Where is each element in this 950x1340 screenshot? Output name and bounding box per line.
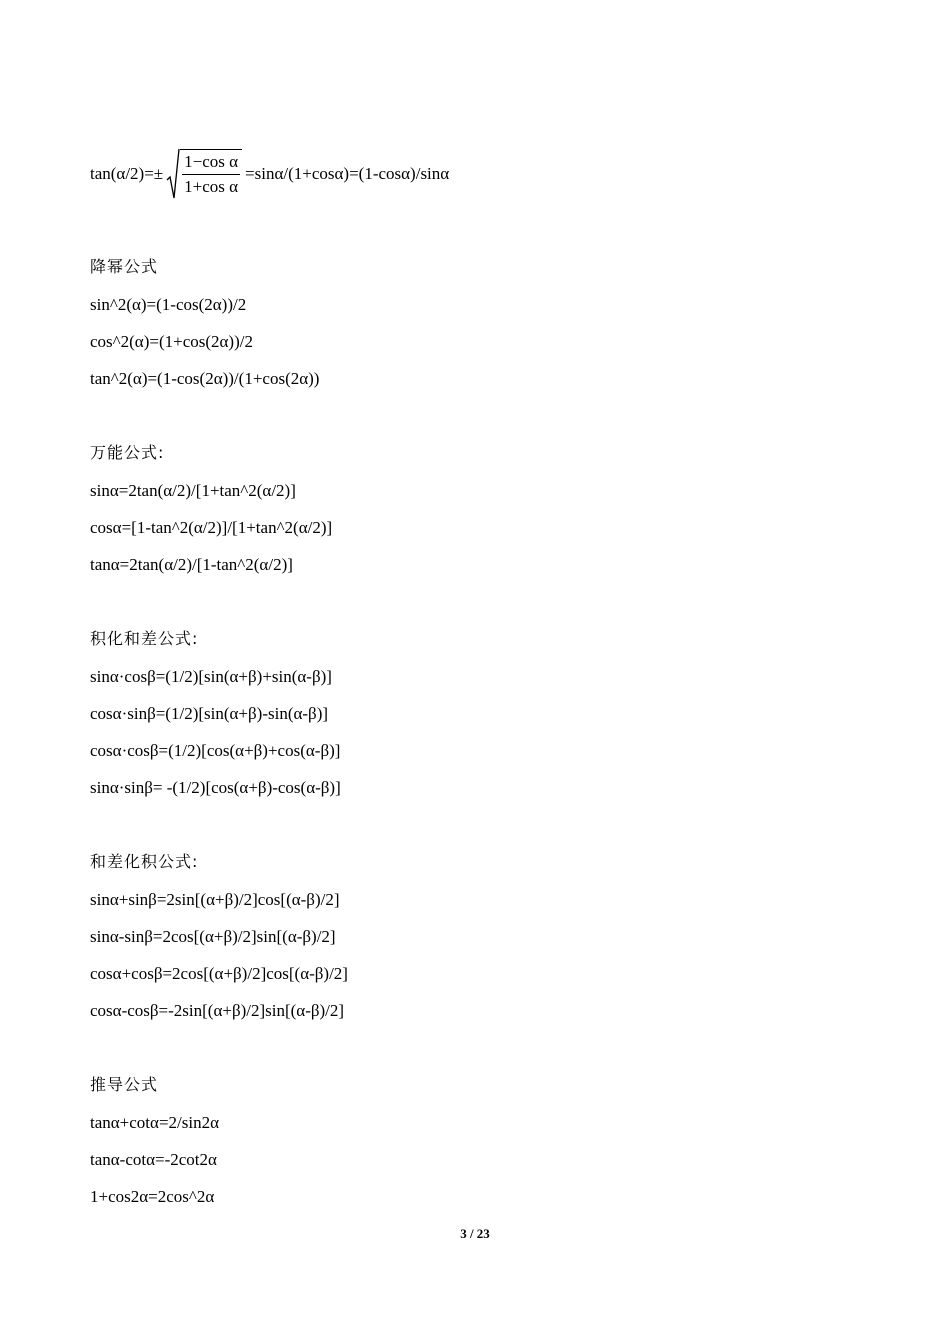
formula-line: cosα+cosβ=2cos[(α+β)/2]cos[(α-β)/2] bbox=[90, 964, 348, 983]
section-heading: 和差化积公式: bbox=[90, 852, 199, 871]
fraction bbox=[180, 149, 242, 199]
formula-line: tan^2(α)=(1-cos(2α))/(1+cos(2α)) bbox=[90, 369, 320, 388]
formula-line: tanα-cotα=-2cot2α bbox=[90, 1150, 217, 1169]
formula-prefix: tan(α/2)=± bbox=[90, 164, 164, 183]
section-heading: 积化和差公式: bbox=[90, 629, 199, 648]
formula-line: 1+cos2α=2cos^2α bbox=[90, 1187, 215, 1206]
square-root bbox=[166, 148, 242, 200]
section-heading: 降幂公式 bbox=[90, 257, 159, 276]
formula-line: cosα=[1-tan^2(α/2)]/[1+tan^2(α/2)] bbox=[90, 518, 333, 537]
section-heading: 推导公式 bbox=[90, 1075, 159, 1094]
page-number: 3 / 23 bbox=[460, 1226, 490, 1241]
formula-line: sinα·cosβ=(1/2)[sin(α+β)+sin(α-β)] bbox=[90, 667, 332, 686]
formula-line: cos^2(α)=(1+cos(2α))/2 bbox=[90, 332, 253, 351]
formula-line: cosα-cosβ=-2sin[(α+β)/2]sin[(α-β)/2] bbox=[90, 1001, 345, 1020]
formula-line: tanα=2tan(α/2)/[1-tan^2(α/2)] bbox=[90, 555, 293, 574]
formula-line: cosα·sinβ=(1/2)[sin(α+β)-sin(α-β)] bbox=[90, 704, 329, 723]
fraction-numerator: 1−cos α bbox=[182, 150, 240, 175]
formula-line: sin^2(α)=(1-cos(2α))/2 bbox=[90, 295, 247, 314]
formula-line: sinα+sinβ=2sin[(α+β)/2]cos[(α-β)/2] bbox=[90, 890, 340, 909]
formula-line: tanα+cotα=2/sin2α bbox=[90, 1113, 219, 1132]
section-heading: 万能公式: bbox=[90, 443, 165, 462]
formula-line: sinα·sinβ= -(1/2)[cos(α+β)-cos(α-β)] bbox=[90, 778, 341, 797]
formula-line: cosα·cosβ=(1/2)[cos(α+β)+cos(α-β)] bbox=[90, 741, 341, 760]
formula-line: sinα-sinβ=2cos[(α+β)/2]sin[(α-β)/2] bbox=[90, 927, 336, 946]
formula-suffix: =sinα/(1+cosα)=(1-cosα)/sinα bbox=[245, 164, 450, 183]
formula-line: sinα=2tan(α/2)/[1+tan^2(α/2)] bbox=[90, 481, 296, 500]
half-angle-tangent-formula bbox=[90, 144, 449, 204]
radical-sign-icon bbox=[166, 148, 180, 200]
fraction-denominator: 1+cos α bbox=[184, 177, 239, 196]
